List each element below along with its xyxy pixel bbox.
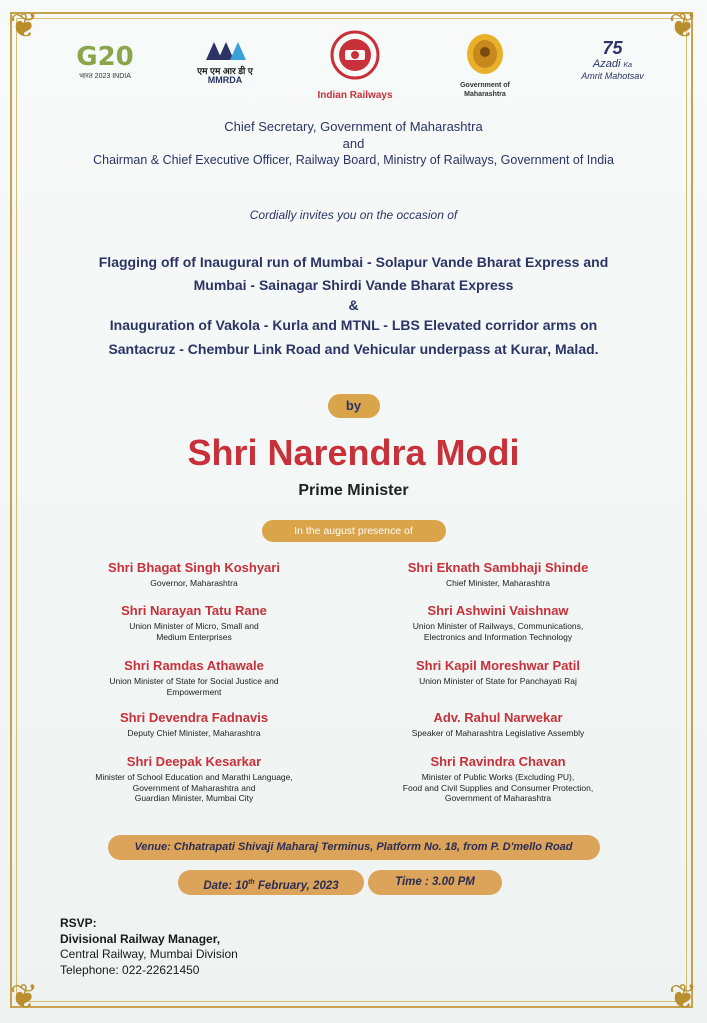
maharashtra-govt-logo: Government of Maharashtra	[440, 28, 530, 108]
dignitary-role: Deputy Chief Minister, Maharashtra	[127, 728, 261, 738]
presence-row	[0, 520, 707, 542]
azadi-ka-amrit-mahotsav-logo: 75 Azadi Ka Amrit Mahotsav	[581, 38, 644, 81]
railways-emblem-icon	[330, 30, 380, 80]
mmrda-emblem-icon	[202, 38, 248, 62]
dignitary-name: Shri Narayan Tatu Rane	[121, 603, 267, 618]
dignitary-role: Minister of School Education and Marathi Language, Government of Maharashtra and Guardian Minister, Mumbai City	[95, 772, 293, 803]
dignitary-role: Union Minister of Railways, Communications, Electronics and Information Technology	[412, 621, 584, 642]
dignitary-role: Speaker of Maharashtra Legislative Assembly	[411, 728, 585, 738]
corner-ornament-top-left: ❦	[9, 6, 39, 46]
dignitary	[368, 560, 628, 589]
dignitary	[368, 754, 628, 804]
occasion-line-4: Santacruz - Chembur Link Road and Vehicular underpass at Kurar, Malad.	[108, 341, 599, 357]
occasion-line-2: Mumbai - Sainagar Shirdi Vande Bharat Express	[193, 277, 514, 293]
dignitary-name: Shri Devendra Fadnavis	[119, 710, 269, 725]
mmrda-logo: एम एम आर डी ए MMRDA	[180, 28, 270, 108]
rsvp-line-1: Divisional Railway Manager,	[60, 931, 221, 946]
dignitary	[64, 710, 324, 739]
venue-badge: Venue: Chhatrapati Shivaji Maharaj Terminus, Platform No. 18, from P. D'mello Road	[108, 835, 600, 860]
dignitary-role: Union Minister of State for Social Justice and Empowerment	[109, 676, 279, 697]
host-line-2: Chairman & Chief Executive Officer, Railway Board, Ministry of Railways, Government of India	[93, 153, 614, 167]
corner-ornament-top-right: ❦	[668, 6, 698, 46]
hosts-block	[0, 118, 707, 169]
dignitary-name: Shri Ramdas Athawale	[124, 658, 264, 673]
dignitary-name: Adv. Rahul Narwekar	[433, 710, 563, 725]
dignitary-name: Shri Deepak Kesarkar	[126, 754, 262, 769]
dignitary	[64, 603, 324, 642]
corner-ornament-bottom-left: ❦	[9, 977, 39, 1017]
dignitary-name: Shri Ravindra Chavan	[430, 754, 566, 769]
rsvp-line-2: Central Railway, Mumbai Division	[60, 947, 238, 961]
corner-ornament-bottom-right: ❦	[668, 977, 698, 1017]
dignitary	[368, 658, 628, 687]
dignitary-role: Chief Minister, Maharashtra	[446, 578, 550, 588]
dignitary-role: Governor, Maharashtra	[150, 578, 238, 588]
dignitary-role: Minister of Public Works (Excluding PU), Food and Civil Supplies and Consumer Protection, Government of Maharashtra	[402, 772, 594, 803]
g20-logo: G20 भारत 2023 INDIA	[76, 42, 134, 80]
dignitary	[368, 710, 628, 739]
dignitary	[64, 658, 324, 697]
dignitary	[64, 754, 324, 804]
by-badge: by	[328, 394, 380, 418]
occasion-line-1: Flagging off of Inaugural run of Mumbai - Solapur Vande Bharat Express and	[98, 254, 609, 270]
dignitary-name: Shri Ashwini Vaishnaw	[427, 603, 569, 618]
host-and: and	[342, 136, 365, 151]
dignitary-role: Union Minister of Micro, Small and Medium Enterprises	[129, 621, 259, 642]
chief-guest-title: Prime Minister	[298, 482, 409, 499]
dignitaries-right-column	[368, 560, 628, 820]
rsvp-telephone: Telephone: 022-22621450	[60, 962, 200, 977]
dignitary-name: Shri Eknath Sambhaji Shinde	[407, 560, 589, 575]
time-badge: Time : 3.00 PM	[368, 870, 502, 895]
date-badge: Date: 10th February, 2023	[178, 870, 364, 895]
dignitaries-left-column	[64, 560, 324, 820]
presence-badge: In the august presence of	[262, 520, 446, 542]
dignitary-role: Union Minister of State for Panchayati Raj	[419, 676, 577, 686]
dignitary	[64, 560, 324, 589]
rsvp-label: RSVP:	[60, 916, 97, 930]
venue-row	[0, 835, 707, 860]
dignitary-name: Shri Bhagat Singh Koshyari	[108, 560, 280, 575]
occasion-ampersand: &	[348, 297, 359, 313]
occasion-block	[0, 250, 707, 361]
invite-line: Cordially invites you on the occasion of	[249, 208, 458, 222]
by-row	[0, 394, 707, 418]
maharashtra-seal-icon	[465, 32, 505, 76]
dignitary	[368, 603, 628, 642]
occasion-line-3: Inauguration of Vakola - Kurla and MTNL - LBS Elevated corridor arms on	[109, 317, 598, 333]
logo-strip	[40, 28, 667, 108]
indian-railways-logo: Indian Railways	[310, 28, 400, 108]
host-line-1: Chief Secretary, Government of Maharashtra	[224, 119, 483, 134]
dignitary-name: Shri Kapil Moreshwar Patil	[416, 658, 580, 673]
chief-guest-name: Shri Narendra Modi	[187, 432, 520, 473]
rsvp-block	[60, 916, 238, 978]
